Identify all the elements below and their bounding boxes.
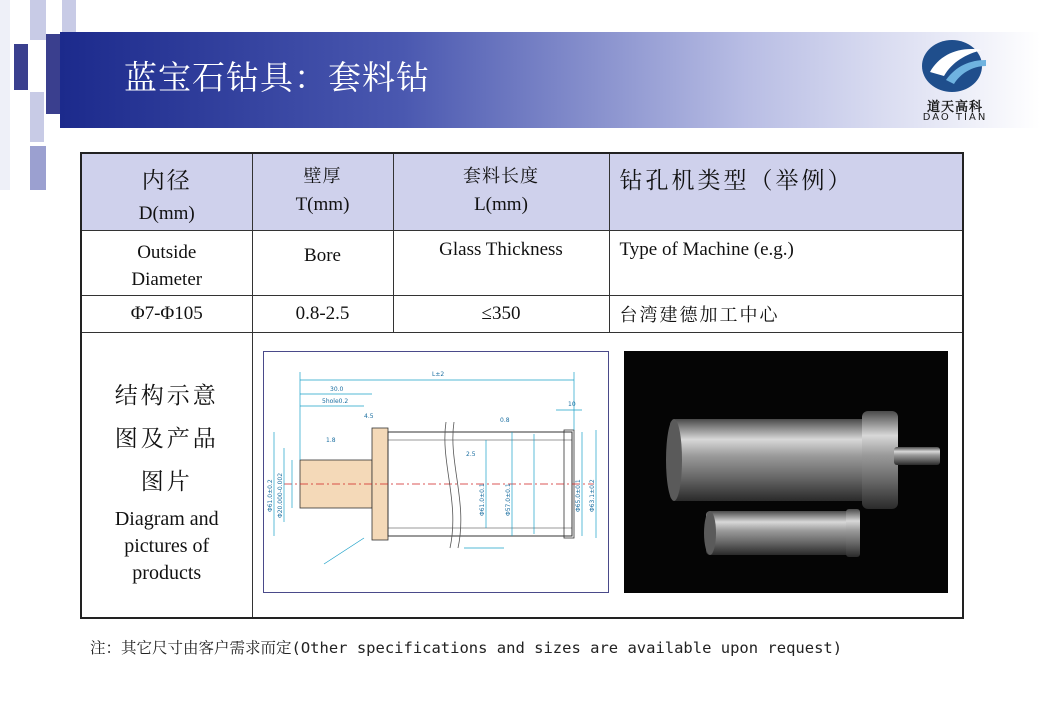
header-wall xyxy=(252,153,393,231)
bore-label: Bore xyxy=(304,245,341,266)
table-header-row xyxy=(81,153,963,231)
cell-outside-diameter xyxy=(81,231,252,296)
decor-square xyxy=(62,0,76,34)
header-length xyxy=(393,153,609,231)
cell-diameter-value: Φ7-Φ105 xyxy=(81,296,252,333)
cell-machine-type xyxy=(609,231,963,296)
structure-en-line1: Diagram and xyxy=(114,508,219,530)
logo-text-cn: 道天高科 xyxy=(926,100,983,115)
dim-flange: 4.5 xyxy=(364,413,374,420)
technical-drawing xyxy=(263,351,609,593)
header-wall-cn: 壁厚 xyxy=(303,166,342,187)
outside-line1: Outside xyxy=(137,242,197,263)
logo-text-en: DAO TIAN xyxy=(922,112,988,123)
header-machine-cn: 钻孔机类型（举例） xyxy=(619,168,854,194)
structure-en-line2: pictures of xyxy=(124,535,210,557)
decor-square xyxy=(14,44,28,90)
drill-drawing-svg xyxy=(264,352,608,592)
structure-cn-line2: 图及产品 xyxy=(114,426,219,452)
drill-photo-svg xyxy=(624,351,948,593)
dim-wall: 0.8 xyxy=(500,417,510,424)
cell-glass xyxy=(393,231,609,296)
header-wall-unit: T(mm) xyxy=(295,194,350,215)
table-row xyxy=(81,231,963,296)
company-logo xyxy=(916,36,994,128)
dim-dia-e: Φ65.0±0.1 xyxy=(575,479,582,512)
dim-dia-d: Φ57.0±0.1 xyxy=(505,483,512,516)
outside-line2: Diameter xyxy=(131,269,203,290)
footer-note: 注：其它尺寸由客户需求而定(Other specifications and sizes are available upon request) xyxy=(90,639,843,657)
dim-collar: 1.8 xyxy=(326,437,336,444)
header-inner-diameter xyxy=(81,153,252,231)
cell-wall-value: 0.8-2.5 xyxy=(252,296,393,333)
dim-tip: 10 xyxy=(568,401,576,408)
header-inner-diameter-unit: D(mm) xyxy=(138,203,195,224)
structure-cn-line1: 结构示意 xyxy=(114,383,219,409)
machine-type-label: Type of Machine (e.g.) xyxy=(619,239,794,260)
cell-structure-label xyxy=(81,333,252,619)
structure-en-line3: products xyxy=(132,562,202,584)
dim-overall-length: L±2 xyxy=(432,371,445,378)
decor-square xyxy=(30,0,46,40)
decor-square xyxy=(30,92,44,142)
decor-square xyxy=(30,146,46,190)
structure-cn-line3: 图片 xyxy=(140,469,193,495)
header-inner-diameter-cn: 内径 xyxy=(141,168,192,194)
decor-square xyxy=(46,34,60,114)
dim-dia-f: Φ63.1±0.2 xyxy=(589,479,596,512)
dim-shank-hole: 5hole0.2 xyxy=(322,398,349,405)
header-length-cn: 套料长度 xyxy=(463,166,539,187)
cell-bore xyxy=(252,231,393,296)
outside-diameter-label xyxy=(82,231,252,293)
header-machine xyxy=(609,153,963,231)
dim-dia-b: Φ20.000-0.002 xyxy=(277,472,284,518)
dim-thickness: 2.5 xyxy=(466,451,476,458)
dim-dia-c: Φ61.0±0.1 xyxy=(479,483,486,516)
cell-machine-value: 台湾建德加工中心 xyxy=(609,296,963,333)
header-length-unit: L(mm) xyxy=(474,194,528,215)
glass-thickness-label: Glass Thickness xyxy=(439,239,563,260)
dim-dia-a: Φ61.0±0.2 xyxy=(267,479,274,512)
product-photo xyxy=(624,351,948,593)
structure-label-en xyxy=(82,506,252,587)
structure-label-cn xyxy=(82,375,252,504)
decor-square xyxy=(0,0,10,190)
cell-length-value: ≤350 xyxy=(393,296,609,333)
dim-shank-length: 30.0 xyxy=(330,386,344,393)
logo-mark-icon xyxy=(916,36,994,96)
page-title: 蓝宝石钻具：套料钻 xyxy=(124,58,430,97)
table-row xyxy=(81,296,963,333)
